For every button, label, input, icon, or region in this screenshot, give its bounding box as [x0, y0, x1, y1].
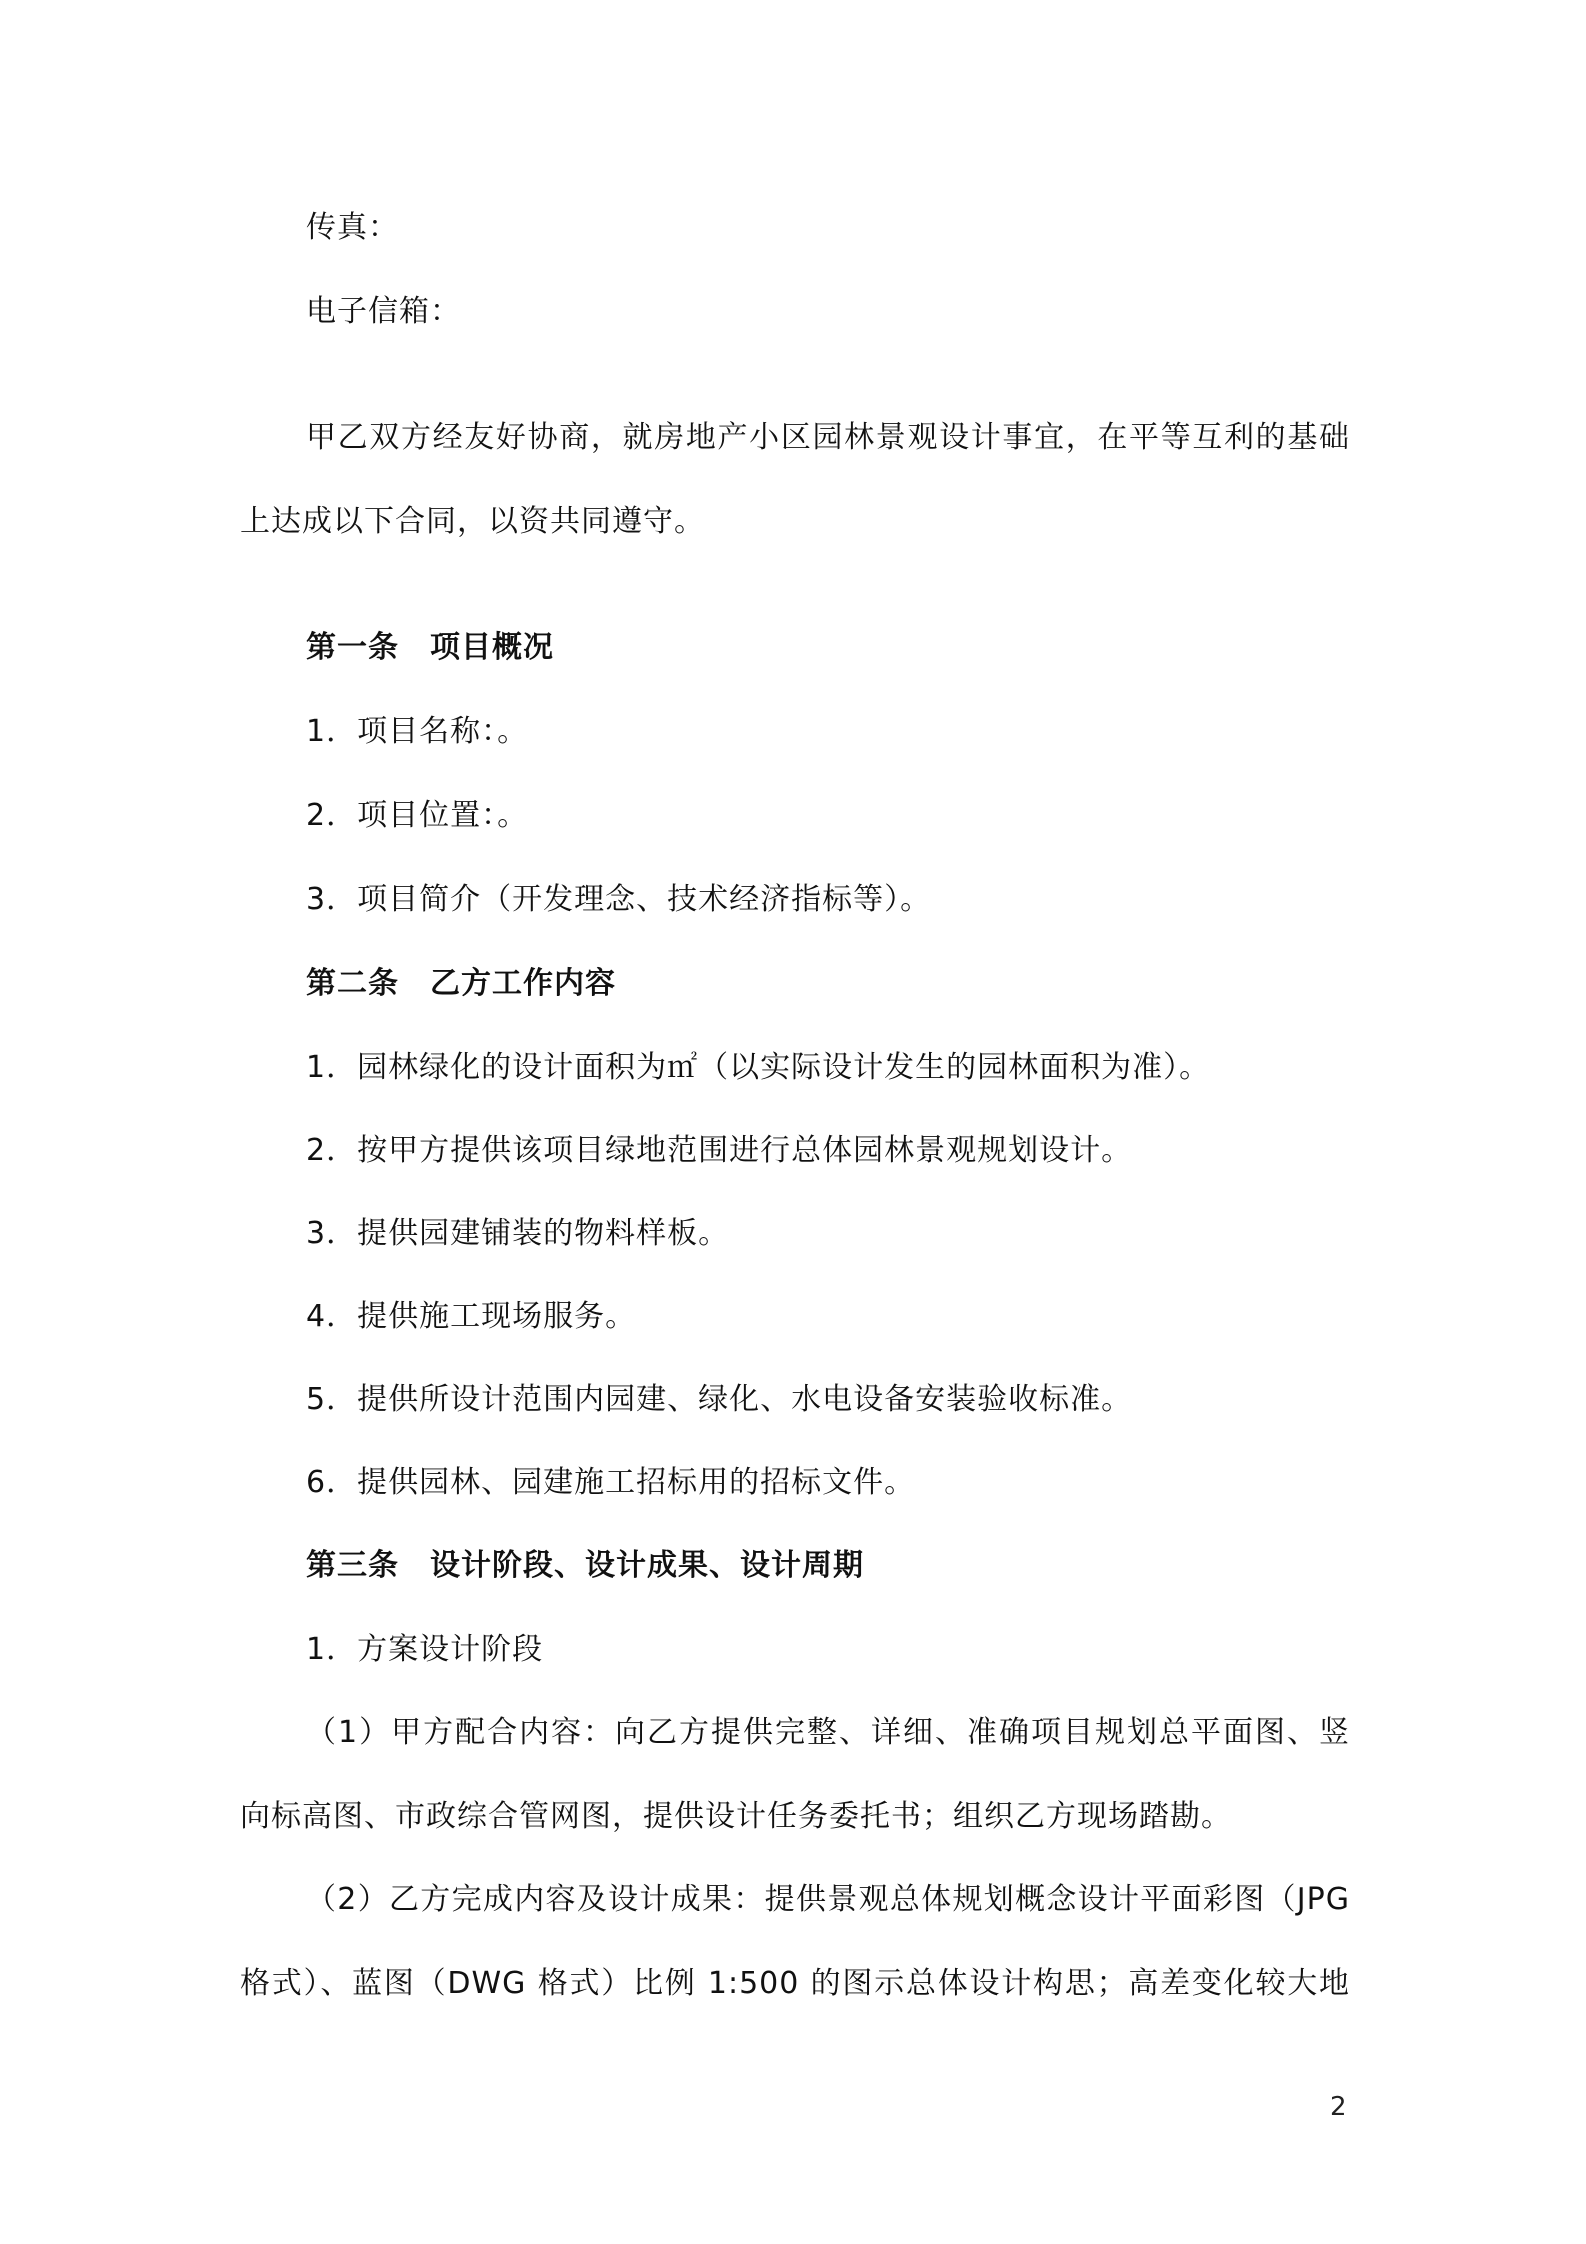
page-number: 2 [1330, 2092, 1347, 2122]
intro-line-1: 甲乙双方经友好协商，就房地产小区园林景观设计事宜，在平等互利的基础 [306, 420, 1350, 455]
article-3-para-1-line-2: 向标高图、市政综合管网图，提供设计任务委托书；组织乙方现场踏勘。 [240, 1799, 1232, 1834]
article-1-item-2: 2．项目位置：。 [306, 798, 529, 833]
article-3-item-1: 1．方案设计阶段 [306, 1632, 544, 1667]
article-2-item-4: 4．提供施工现场服务。 [306, 1299, 637, 1334]
article-1-heading: 第一条 项目概况 [306, 630, 554, 665]
article-2-item-2: 2．按甲方提供该项目绿地范围进行总体园林景观规划设计。 [306, 1133, 1133, 1168]
article-1-item-1: 1．项目名称：。 [306, 714, 529, 749]
intro-line-2: 上达成以下合同，以资共同遵守。 [240, 504, 705, 539]
fax-line: 传真： [306, 210, 399, 245]
article-3-para-1-line-1: （1）甲方配合内容：向乙方提供完整、详细、准确项目规划总平面图、竖 [306, 1715, 1350, 1750]
article-2-item-6: 6．提供园林、园建施工招标用的招标文件。 [306, 1465, 916, 1500]
article-2-item-1: 1．园林绿化的设计面积为㎡（以实际设计发生的园林面积为准）。 [306, 1050, 1211, 1085]
article-3-heading: 第三条 设计阶段、设计成果、设计周期 [306, 1548, 864, 1583]
article-2-item-3: 3．提供园建铺装的物料样板。 [306, 1216, 730, 1251]
article-2-heading: 第二条 乙方工作内容 [306, 966, 616, 1001]
article-3-para-2-line-1: （2）乙方完成内容及设计成果：提供景观总体规划概念设计平面彩图（JPG [306, 1882, 1350, 1917]
article-1-item-3: 3．项目简介（开发理念、技术经济指标等）。 [306, 882, 932, 917]
article-2-item-5: 5．提供所设计范围内园建、绿化、水电设备安装验收标准。 [306, 1382, 1133, 1417]
email-line: 电子信箱： [306, 294, 461, 329]
article-3-para-2-line-2: 格式）、蓝图（DWG 格式）比例 1:500 的图示总体设计构思；高差变化较大地 [240, 1966, 1350, 2001]
